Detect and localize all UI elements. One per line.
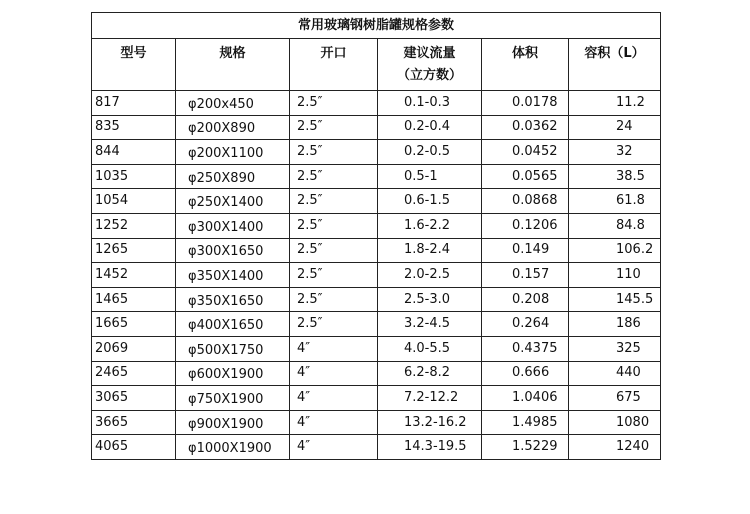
cell-model: 1265 <box>92 238 176 263</box>
cell-opening: 2.5″ <box>290 263 378 288</box>
cell-opening: 2.5″ <box>290 213 378 238</box>
cell-flow: 0.2-0.5 <box>378 140 482 165</box>
table-row <box>92 361 661 386</box>
table-row <box>92 386 661 411</box>
cell-model: 1035 <box>92 164 176 189</box>
cell-model: 1252 <box>92 213 176 238</box>
cell-spec: φ200X890 <box>176 115 290 140</box>
table-row <box>92 140 661 165</box>
cell-opening: 4″ <box>290 386 378 411</box>
cell-flow: 2.5-3.0 <box>378 287 482 312</box>
cell-opening: 2.5″ <box>290 91 378 116</box>
cell-spec: φ750X1900 <box>176 386 290 411</box>
table-row <box>92 91 661 116</box>
cell-capacity: 675 <box>569 386 661 411</box>
cell-spec: φ400X1650 <box>176 312 290 337</box>
cell-opening: 2.5″ <box>290 164 378 189</box>
cell-capacity: 61.8 <box>569 189 661 214</box>
cell-flow: 4.0-5.5 <box>378 336 482 361</box>
cell-flow: 2.0-2.5 <box>378 263 482 288</box>
cell-capacity: 145.5 <box>569 287 661 312</box>
cell-opening: 2.5″ <box>290 238 378 263</box>
table-row <box>92 115 661 140</box>
cell-spec: φ200x450 <box>176 91 290 116</box>
cell-volume: 0.4375 <box>482 336 569 361</box>
cell-model: 1054 <box>92 189 176 214</box>
cell-model: 835 <box>92 115 176 140</box>
cell-spec: φ500X1750 <box>176 336 290 361</box>
cell-capacity: 84.8 <box>569 213 661 238</box>
header-row <box>92 39 661 91</box>
cell-model: 4065 <box>92 435 176 460</box>
table-body <box>92 91 661 460</box>
cell-opening: 2.5″ <box>290 189 378 214</box>
cell-capacity: 32 <box>569 140 661 165</box>
cell-flow: 13.2-16.2 <box>378 410 482 435</box>
cell-model: 3065 <box>92 386 176 411</box>
header-flow-line2: （立方数） <box>396 68 462 83</box>
cell-volume: 0.208 <box>482 287 569 312</box>
cell-model: 2465 <box>92 361 176 386</box>
cell-flow: 0.5-1 <box>378 164 482 189</box>
header-flow-line1: 建议流量 <box>403 46 456 61</box>
table-row <box>92 410 661 435</box>
cell-opening: 4″ <box>290 435 378 460</box>
cell-flow: 7.2-12.2 <box>378 386 482 411</box>
table-row <box>92 312 661 337</box>
cell-volume: 1.0406 <box>482 386 569 411</box>
cell-flow: 0.2-0.4 <box>378 115 482 140</box>
cell-volume: 1.5229 <box>482 435 569 460</box>
cell-volume: 0.149 <box>482 238 569 263</box>
cell-opening: 2.5″ <box>290 287 378 312</box>
cell-capacity: 110 <box>569 263 661 288</box>
cell-opening: 2.5″ <box>290 140 378 165</box>
cell-model: 817 <box>92 91 176 116</box>
cell-capacity: 325 <box>569 336 661 361</box>
cell-volume: 0.666 <box>482 361 569 386</box>
cell-capacity: 1240 <box>569 435 661 460</box>
cell-volume: 0.0565 <box>482 164 569 189</box>
cell-flow: 14.3-19.5 <box>378 435 482 460</box>
cell-model: 2069 <box>92 336 176 361</box>
cell-volume: 0.0362 <box>482 115 569 140</box>
header-spec: 规格 <box>176 39 290 91</box>
header-capacity: 容积（L） <box>569 39 661 91</box>
table-row <box>92 287 661 312</box>
table-row <box>92 435 661 460</box>
cell-model: 3665 <box>92 410 176 435</box>
cell-flow: 3.2-4.5 <box>378 312 482 337</box>
cell-spec: φ1000X1900 <box>176 435 290 460</box>
table-title: 常用玻璃钢树脂罐规格参数 <box>92 13 661 39</box>
cell-capacity: 106.2 <box>569 238 661 263</box>
title-row <box>92 13 661 39</box>
cell-flow: 0.6-1.5 <box>378 189 482 214</box>
cell-volume: 0.0452 <box>482 140 569 165</box>
cell-model: 844 <box>92 140 176 165</box>
cell-volume: 1.4985 <box>482 410 569 435</box>
table-row <box>92 189 661 214</box>
cell-volume: 0.0868 <box>482 189 569 214</box>
cell-model: 1665 <box>92 312 176 337</box>
cell-capacity: 440 <box>569 361 661 386</box>
cell-opening: 2.5″ <box>290 115 378 140</box>
cell-capacity: 1080 <box>569 410 661 435</box>
cell-opening: 4″ <box>290 336 378 361</box>
table-row <box>92 164 661 189</box>
cell-flow: 1.6-2.2 <box>378 213 482 238</box>
header-flow <box>378 39 482 91</box>
cell-volume: 0.264 <box>482 312 569 337</box>
cell-volume: 0.157 <box>482 263 569 288</box>
cell-opening: 2.5″ <box>290 312 378 337</box>
cell-capacity: 11.2 <box>569 91 661 116</box>
cell-volume: 0.1206 <box>482 213 569 238</box>
cell-spec: φ900X1900 <box>176 410 290 435</box>
cell-spec: φ250X1400 <box>176 189 290 214</box>
table-row <box>92 238 661 263</box>
cell-model: 1465 <box>92 287 176 312</box>
cell-capacity: 24 <box>569 115 661 140</box>
table-row <box>92 336 661 361</box>
cell-opening: 4″ <box>290 410 378 435</box>
spec-table <box>91 12 661 460</box>
cell-spec: φ600X1900 <box>176 361 290 386</box>
cell-flow: 1.8-2.4 <box>378 238 482 263</box>
cell-spec: φ300X1650 <box>176 238 290 263</box>
cell-capacity: 38.5 <box>569 164 661 189</box>
cell-spec: φ350X1650 <box>176 287 290 312</box>
cell-spec: φ350X1400 <box>176 263 290 288</box>
cell-flow: 0.1-0.3 <box>378 91 482 116</box>
cell-volume: 0.0178 <box>482 91 569 116</box>
header-opening: 开口 <box>290 39 378 91</box>
cell-opening: 4″ <box>290 361 378 386</box>
cell-spec: φ250X890 <box>176 164 290 189</box>
cell-capacity: 186 <box>569 312 661 337</box>
table-row <box>92 213 661 238</box>
cell-flow: 6.2-8.2 <box>378 361 482 386</box>
header-volume: 体积 <box>482 39 569 91</box>
header-model: 型号 <box>92 39 176 91</box>
table-row <box>92 263 661 288</box>
cell-model: 1452 <box>92 263 176 288</box>
cell-spec: φ200X1100 <box>176 140 290 165</box>
cell-spec: φ300X1400 <box>176 213 290 238</box>
